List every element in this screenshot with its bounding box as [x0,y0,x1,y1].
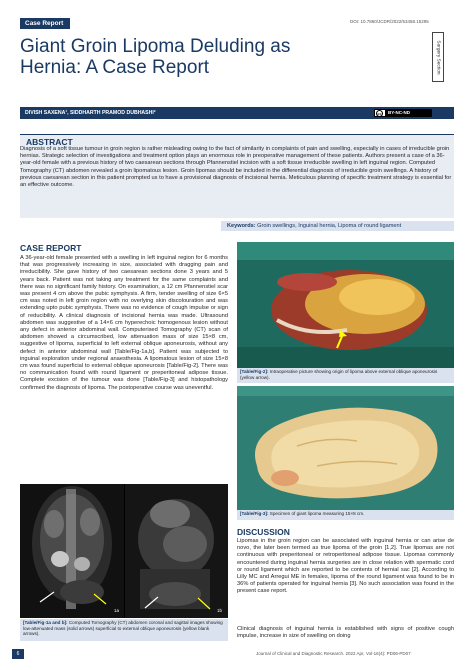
fig1-caption-text: Computed Tomography (CT) abdomen coronal and sagittal images showing low-attenuated mass (solid arrows) superficial to external oblique aponeurosis (yellow blank arrows). [23,620,223,637]
case-report-text: A 36-year-old female presented with a swelling in left inguinal region for 6 months that was progressively increasing in size, associated with dragging pain and irreducibility. She gave history of two caesarean sections done 3 years and 5 years back. Patient was not taking any treatment for the same complaints and there was no significant family history. On examination, a 12 cm Pfannenstiel scar was present 4 cm above the pubic symphysis. A firm, tender swelling of size 6×5 cm was noted in left groin region with no overlying skin discolouration and was extending upto pubic symphysis. There was no evidence of cough impulse or sign of reducibility. A clinical diagnosis of incisional hernia was made. Ultrasound abdomen was suggestive of a 14×6 cm hyperechoic homogenous lesion without any defect in anterior abdominal wall. Computerised Tomography (CT) scan of abdomen showed a circumscribed, low attenuation mass of size 15×8 cm, suggestive of lipoma, superficial to left external oblique aponeurosis, without any defect in anterior abdominal wall [Table/Fig-1a,b]. Patient was subjected to inguinal exploration under regional anaesthesia. A lipomatous lesion of size 15×8 cm was found superficial to external oblique aponeurosis [Table/Fig-2]. There was no communication found with round ligament or preperitoneal adipose tissue. Complete excision of the tumour was done [Table/Fig-3] and histopathology confirmed the diagnosis of lipoma. The postoperative course was uneventful. [20,255,228,391]
license-badge[interactable] [374,109,432,117]
keywords-text: Groin swellings, Inguinal hernia, Lipoma of round ligament [257,223,402,229]
fig1b-label: 1b [217,608,222,613]
case-report-heading: CASE REPORT [20,243,82,253]
discussion-paragraph-1: Lipomas in the groin region can be associated with inguinal hernia or can arise de novo, the later been termed as true lipoma of the groin [1,2]. True lipomas are not continuous with preperitoneal or retroperitoneal adipose tissue. Lipomas commonly encountered during inguinal hernia surgeries are in close relation with spermatic cord or round ligament which are reported to be contents of hernial sac [2]. According to Lilly MC and Arregui ME in females, lipoma of the round ligament was found to be in 36% of patients operated for inguinal hernia [3]. No such association was found in the present case report. [237,538,454,595]
keywords-label: Keywords: [227,223,256,229]
section-tab [432,32,444,82]
fig2-caption-label: [Table/Fig-2]: [240,369,269,374]
fig2-caption-text: Intraoperative picture showing origin of lipoma above external oblique aponeurosis (yellow arrow). [240,369,438,380]
fig1-caption-label: [Table/Fig-1a and b]: [23,620,68,625]
fig3-caption-label: [Table/Fig-3]: [240,511,269,516]
cc-icon: cc [377,111,382,116]
article-title [20,36,415,78]
ct-scan-image [20,484,228,618]
keywords-bar [221,221,454,231]
doi: DOI: 10.7860/JCDR/2022/53458.15295 [350,19,429,24]
ct-figure [20,484,228,618]
fig1a-label: 1a [114,608,119,613]
title-line-2: Hernia: A Case Report [20,57,210,78]
page-number: 6 [12,649,24,659]
specimen-figure [237,386,454,510]
fig1-caption [20,619,228,641]
fig2-caption [237,368,454,383]
fig3-caption-text: Specimen of giant lipoma measuring 15×8 cm. [268,511,365,516]
fig3-caption [237,510,454,520]
abstract-heading: ABSTRACT [26,137,73,147]
intraoperative-photo [237,242,454,368]
article-type-tag: Case Report [20,18,70,29]
title-line-1: Giant Groin Lipoma Deluding as [20,36,291,57]
specimen-photo [237,386,454,510]
intraop-figure [237,242,454,368]
author-bar: DIVISH SAXENA¹, SIDDHARTH PRAMOD DUBHASHI² [20,107,454,119]
journal-citation: Journal of Clinical and Diagnostic Research. 2022 Apr, Vol-16(4): PD06-PD07 [256,651,411,656]
discussion-heading: DISCUSSION [237,527,290,537]
section-label: Surgery Section [435,39,441,75]
discussion-paragraph-2: Clinical diagnosis of inguinal hernia is established with signs of positive cough impulse, increase in size of swelling on doing [237,626,454,640]
license-label: BY-NC-ND [385,109,431,117]
abstract-text: Diagnosis of a soft tissue tumour in groin region is rather misleading owing to the fact of similarity in complaints of pain and swelling, especially in cases of irreducible groin hernias. Strategic selection of investigations and treatment option plays an enormous role in preoperative management of these patients. Authors present a case of a 36-year-old female with a previous history of two caesarean sections through Pfannenstiel incision with a soft tissue irreducible swelling in left inguinal region. Computed Tomography (CT) abdomen revealed a groin lipomatous lesion. Groin lipomas should be included in the differential diagnosis of irreducible groin swellings. A history of previous caesarean section in this patient prompted us to have a provisional diagnosis of incisional hernia. Meticulous planning of specific treatment strategy is essential for an effective outcome. [20,146,452,189]
